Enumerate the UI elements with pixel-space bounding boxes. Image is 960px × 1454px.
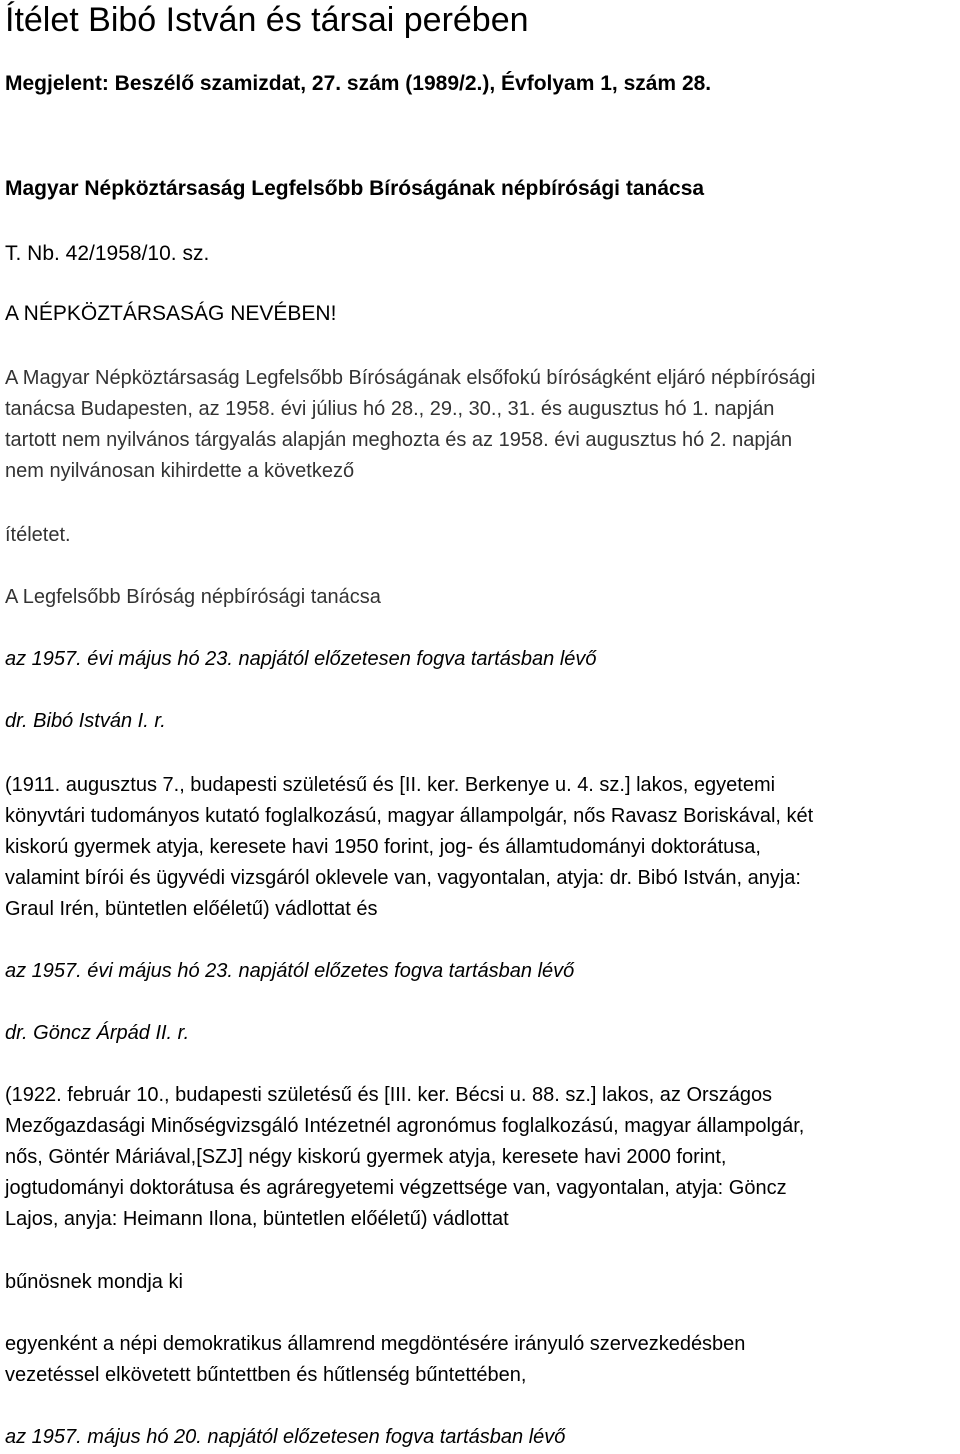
defendant1-name: dr. Bibó István I. r.: [5, 710, 166, 732]
verdict-word: ítéletet.: [5, 524, 71, 546]
defendant2-detail-line: (1922. február 10., budapesti születésű és [III. ker. Bécsi u. 88. sz.] lakos, az Országos: [5, 1084, 773, 1106]
intro-line: A Magyar Népköztársaság Legfelsőbb Bíróságának elsőfokú bíróságként eljáró népbírósági: [5, 367, 816, 389]
defendant1-detail-line: kiskorú gyermek atyja, keresete havi 1950 forint, jog- és államtudományi doktorátusa,: [5, 836, 761, 858]
defendant2-detail-line: Mezőgazdasági Minőségvizsgáló Intézetnél agronómus foglalkozású, magyar állampolgár,: [5, 1115, 805, 1137]
charge-line: egyenként a népi demokratikus államrend megdöntésére irányuló szervezkedésben: [5, 1333, 746, 1355]
defendant1-detail-line: (1911. augusztus 7., budapesti születésű és [II. ker. Berkenye u. 4. sz.] lakos, egyetemi: [5, 774, 776, 796]
intro-line: tanácsa Budapesten, az 1958. évi július hó 28., 29., 30., 31. és augusztus hó 1. napján: [5, 398, 775, 420]
document-title: Ítélet Bibó István és társai perében: [5, 1, 529, 39]
defendant2-detail-line: nős, Göntér Máriával,[SZJ] négy kiskorú gyermek atyja, keresete havi 2000 forint,: [5, 1146, 727, 1168]
defendant2-detail-line: Lajos, anyja: Heimann Ilona, büntetlen előéletű) vádlottat: [5, 1208, 509, 1230]
court-short: A Legfelsőbb Bíróság népbírósági tanácsa: [5, 586, 381, 608]
in-name-of-heading: A NÉPKÖZTÁRSASÁG NEVÉBEN!: [5, 302, 337, 325]
defendant2-detention: az 1957. évi május hó 23. napjától előzetes fogva tartásban lévő: [5, 960, 575, 982]
intro-line: nem nyilvánosan kihirdette a következő: [5, 460, 355, 482]
publication-info: Megjelent: Beszélő szamizdat, 27. szám (1989/2.), Évfolyam 1, szám 28.: [5, 72, 712, 95]
defendant1-detail-line: Graul Irén, büntetlen előéletű) vádlottat és: [5, 898, 378, 920]
intro-line: tartott nem nyilvános tárgyalás alapján meghozta és az 1958. évi augusztus hó 2. napján: [5, 429, 793, 451]
defendant2-detail-line: jogtudományi doktorátusa és agráregyetemi végzettsége van, vagyontalan, atyja: Göncz: [5, 1177, 787, 1199]
case-number: T. Nb. 42/1958/10. sz.: [5, 242, 210, 265]
defendant1-detail-line: valamint bírói és ügyvédi vizsgáról oklevele van, vagyontalan, atyja: dr. Bibó István, anyja:: [5, 867, 801, 889]
defendant2-name: dr. Göncz Árpád II. r.: [5, 1022, 190, 1044]
defendant1-detention: az 1957. évi május hó 23. napjától előzetesen fogva tartásban lévő: [5, 648, 597, 670]
defendant1-detail-line: könyvtári tudományos kutató foglalkozású, magyar állampolgár, nős Ravasz Boriskával, két: [5, 805, 814, 827]
final-detention: az 1957. május hó 20. napjától előzetesen fogva tartásban lévő: [5, 1426, 566, 1448]
charge-line: vezetéssel elkövetett bűntettben és hűtlenség bűntettében,: [5, 1364, 527, 1386]
guilty-statement: bűnösnek mondja ki: [5, 1271, 183, 1293]
court-name: Magyar Népköztársaság Legfelsőbb Bíróságának népbírósági tanácsa: [5, 177, 705, 200]
